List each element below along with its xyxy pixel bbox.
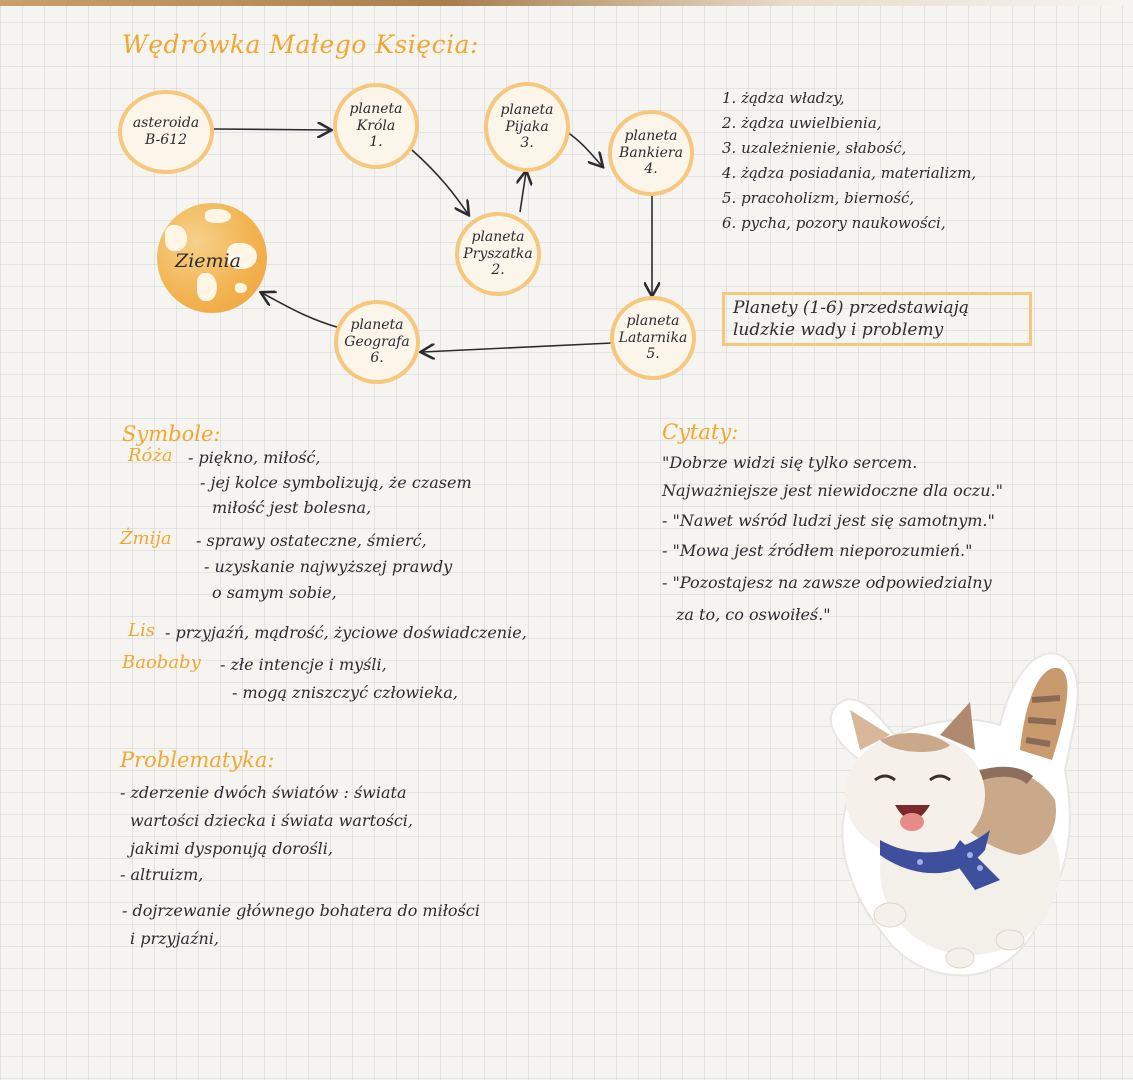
list-item: 6. pycha, pozory naukowości,: [722, 214, 946, 232]
node-planeta-pijaka: planeta Pijaka 3.: [484, 82, 570, 172]
symbol-zmija-line-2: - uzyskanie najwyższej prawdy: [204, 557, 453, 576]
symbol-zmija-line-1: - sprawy ostateczne, śmierć,: [196, 531, 427, 550]
vices-list: [722, 86, 976, 236]
arrow-latarnik-geograf: [422, 343, 612, 352]
problem-line: - zderzenie dwóch światów : świata: [120, 783, 407, 802]
symbol-lis-line: - przyjaźń, mądrość, życiowe doświadczenie,: [165, 623, 527, 642]
list-item: 2. żądza uwielbienia,: [722, 114, 882, 132]
node-planeta-prozniaka: planeta Pryszatka 2.: [455, 212, 541, 296]
quotes-heading: Cytaty:: [662, 420, 739, 444]
problematyka-heading: Problematyka:: [120, 748, 275, 772]
symbol-baobaby-line-2: - mogą zniszczyć człowieka,: [232, 683, 458, 702]
problem-line: - dojrzewanie głównego bohatera do miłości: [122, 901, 480, 920]
planets-summary-box: Planety (1-6) przedstawiają ludzkie wady i problemy: [722, 292, 1032, 346]
node-asteroid-b612: asteroida B-612: [118, 90, 214, 174]
symbols-heading: Symbole:: [122, 422, 221, 446]
arrow-geograf-ziemia: [262, 293, 340, 328]
quote-line: - "Pozostajesz na zawsze odpowiedzialny: [662, 573, 992, 592]
symbol-lis-label: Lis: [128, 620, 155, 641]
list-item: 1. żądza władzy,: [722, 89, 845, 107]
symbol-zmija-line-3: o samym sobie,: [212, 583, 337, 602]
quote-line: - "Nawet wśród ludzi jest się samotnym.": [662, 511, 995, 530]
quote-line: - "Mowa jest źródłem nieporozumień.": [662, 541, 973, 560]
page-title: Wędrówka Małego Księcia:: [122, 30, 479, 59]
symbol-zmija-label: Żmija: [120, 528, 172, 549]
arrow-pijak-bankier: [567, 132, 602, 166]
problem-line: - altruizm,: [120, 865, 204, 884]
symbol-baobaby-line-1: - złe intencje i myśli,: [220, 655, 387, 674]
list-item: 5. pracoholizm, bierność,: [722, 189, 915, 207]
symbol-baobaby-label: Baobaby: [122, 652, 201, 673]
symbol-roza-line-3: miłość jest bolesna,: [212, 498, 372, 517]
quote-line: Najważniejsze jest niewidoczne dla oczu.": [662, 481, 1003, 500]
problem-line: wartości dziecka i świata wartości,: [130, 811, 413, 830]
list-item: 3. uzależnienie, słabość,: [722, 139, 907, 157]
arrow-asteroid-krol: [214, 129, 330, 130]
symbol-roza-label: Róża: [128, 445, 173, 466]
problem-line: jakimi dysponują dorośli,: [130, 839, 333, 858]
cat-sticker-image: [820, 640, 1090, 980]
symbol-roza-line-2: - jej kolce symbolizują, że czasem: [200, 473, 472, 492]
quote-line: za to, co oswoiłeś.": [676, 605, 831, 624]
quote-line: "Dobrze widzi się tylko sercem.: [662, 453, 918, 472]
list-item: 4. żądza posiadania, materializm,: [722, 164, 977, 182]
node-planeta-geografa: planeta Geografa 6.: [334, 300, 420, 384]
node-planeta-latarnika: planeta Latarnika 5.: [610, 296, 696, 380]
node-planeta-bankiera: planeta Bankiera 4.: [608, 110, 694, 196]
problem-line: i przyjaźni,: [130, 929, 219, 948]
earth-label: Ziemia: [175, 250, 241, 272]
arrow-prozniak-pijak: [520, 172, 526, 212]
arrow-krol-prozniak: [412, 150, 468, 214]
node-planeta-krola: planeta Króla 1.: [333, 83, 419, 169]
symbol-roza-line-1: - piękno, miłość,: [188, 448, 321, 467]
